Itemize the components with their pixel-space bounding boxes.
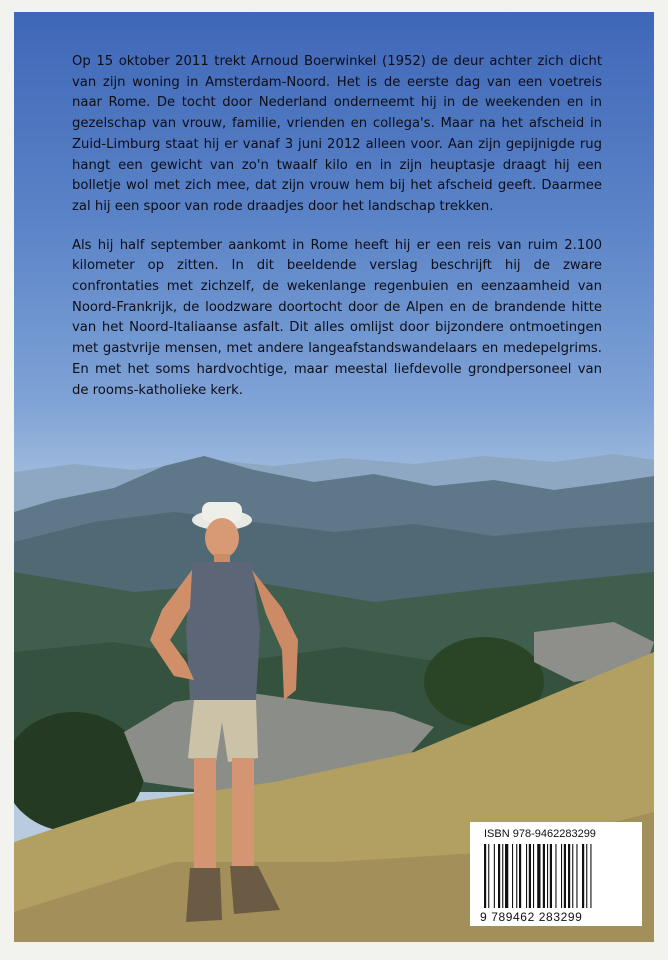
hiker-photo [132,490,312,930]
isbn-barcode [470,822,642,926]
book-back-cover [14,12,654,942]
blurb-paragraph-2: Als hij half september aankomt in Rome heeft hij er een reis van ruim 2.100 kilometer op zitten. In dit beeldende verslag beschrijft hij de zware confrontaties met zichzelf, de wekenlange regenbuien en eenzaamheid van Noord-Frankrijk, de loodzware doortocht door de Alpen en de brandende hitte van het Noord-Italiaanse asfalt. Dit alles omlijst door bijzondere ontmoetingen met gastvrije mensen, met andere langeafstandswandelaars en medepelgrims. En met het soms hardvochtige, maar meestal liefdevolle grondpersoneel van de rooms-katholieke kerk. [72,237,602,398]
back-cover-blurb [72,52,602,419]
barcode-digits: 9 789462 283299 [480,910,583,924]
blurb-paragraph-1: Op 15 oktober 2011 trekt Arnoud Boerwinkel (1952) de deur achter zich dicht van zijn woning in Amsterdam-Noord. Het is de eerste dag van een voetreis naar Rome. De tocht door Nederland onderneemt hij in de weekenden en in gezelschap van vrouw, familie, vrienden en collega's. Maar na het afscheid in Zuid-Limburg staat hij er vanaf 3 juni 2012 alleen voor. Aan zijn gepijnigde rug hangt een gewicht van zo'n twaalf kilo en in zijn heuptasje draagt hij een bolletje wol met zich mee, dat zijn vrouw hem bij het afscheid geeft. Daarmee zal hij een spoor van rode draadjes door het landschap trekken. [72,54,602,214]
isbn-label: ISBN 978-9462283299 [484,828,596,840]
barcode-bars [484,844,632,908]
